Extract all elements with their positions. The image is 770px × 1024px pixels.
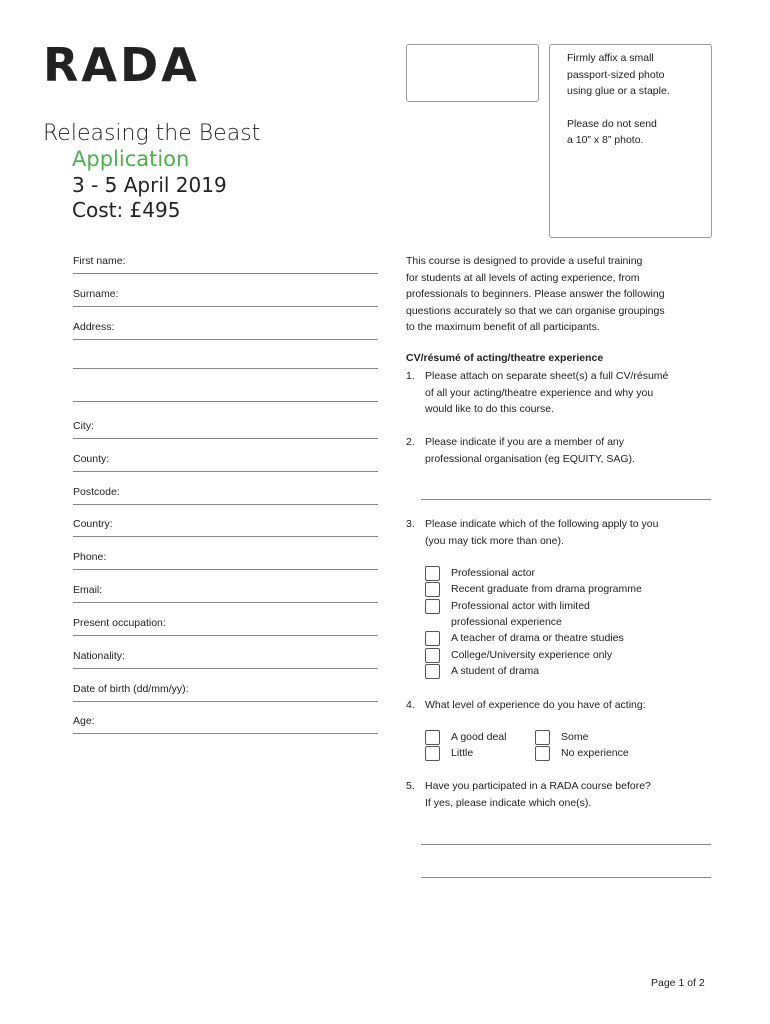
question-1: 1. Please attach on separate sheet(s) a full CV/résumé of all your acting/theatre experience and why you would like to do this course. [406,370,669,415]
address-line-2[interactable] [73,368,378,369]
checkbox-no-experience[interactable] [535,746,550,761]
dob-field[interactable]: Date of birth (dd/mm/yy): [73,683,378,702]
phone-field[interactable]: Phone: [73,551,378,570]
page-number: Page 1 of 2 [651,977,705,989]
q5-answer-line-2[interactable] [421,877,711,878]
q5-answer-line-1[interactable] [421,844,711,845]
checkbox-college[interactable] [425,648,440,663]
checkbox-professional-actor[interactable] [425,566,440,581]
country-field[interactable]: Country: [73,518,378,537]
checkbox-recent-graduate[interactable] [425,582,440,597]
occupation-field[interactable]: Present occupation: [73,617,378,636]
county-field[interactable]: County: [73,453,378,472]
question-3: 3. Please indicate which of the following apply to you (you may tick more than one). [406,518,659,547]
photo-instructions: Firmly affix a small passport-sized photo using glue or a staple. Please do not send a 10” x 8” photo. [567,52,670,146]
blank-box [406,44,539,102]
option-label: professional experience [451,616,562,628]
q2-answer-line[interactable] [421,499,711,500]
city-field[interactable]: City: [73,420,378,439]
nationality-field[interactable]: Nationality: [73,650,378,669]
checkbox-little[interactable] [425,746,440,761]
option-label: Little [451,747,474,759]
course-intro: This course is designed to provide a useful training for students at all levels of acting experience, from professionals to beginners. Please answer the following questions accurately so that we can organise groupings to the maximum benefit of all participants. [406,255,665,333]
age-field[interactable]: Age: [73,715,378,734]
checkbox-good-deal[interactable] [425,730,440,745]
checkbox-some[interactable] [535,730,550,745]
first-name-field[interactable]: First name: [73,255,378,274]
course-cost: Cost: £495 [72,198,181,222]
option-label: A teacher of drama or theatre studies [451,632,624,644]
address-line-3[interactable] [73,401,378,402]
email-field[interactable]: Email: [73,584,378,603]
option-label: Professional actor with limited [451,600,590,612]
course-title: Releasing the Beast [43,121,261,146]
surname-field[interactable]: Surname: [73,288,378,307]
option-label: A student of drama [451,665,540,677]
rada-logo: RADA [43,38,200,92]
option-label: Recent graduate from drama programme [451,583,642,595]
cv-heading: CV/résumé of acting/theatre experience [406,352,604,364]
question-2: 2. Please indicate if you are a member of any professional organisation (eg EQUITY, SAG). [406,436,635,465]
address-field[interactable]: Address: [73,321,378,340]
option-label: College/University experience only [451,649,613,661]
option-label: Professional actor [451,567,536,579]
form-title: Application [72,147,190,171]
checkbox-limited-experience[interactable] [425,599,440,614]
option-label: No experience [561,747,629,759]
checkbox-student[interactable] [425,664,440,679]
option-label: Some [561,731,589,743]
option-label: A good deal [451,731,507,743]
question-4: 4. What level of experience do you have of acting: [406,699,646,711]
course-dates: 3 - 5 April 2019 [72,173,227,197]
question-5: 5. Have you participated in a RADA course before? If yes, please indicate which one(s). [406,780,651,809]
checkbox-teacher[interactable] [425,631,440,646]
postcode-field[interactable]: Postcode: [73,486,378,505]
